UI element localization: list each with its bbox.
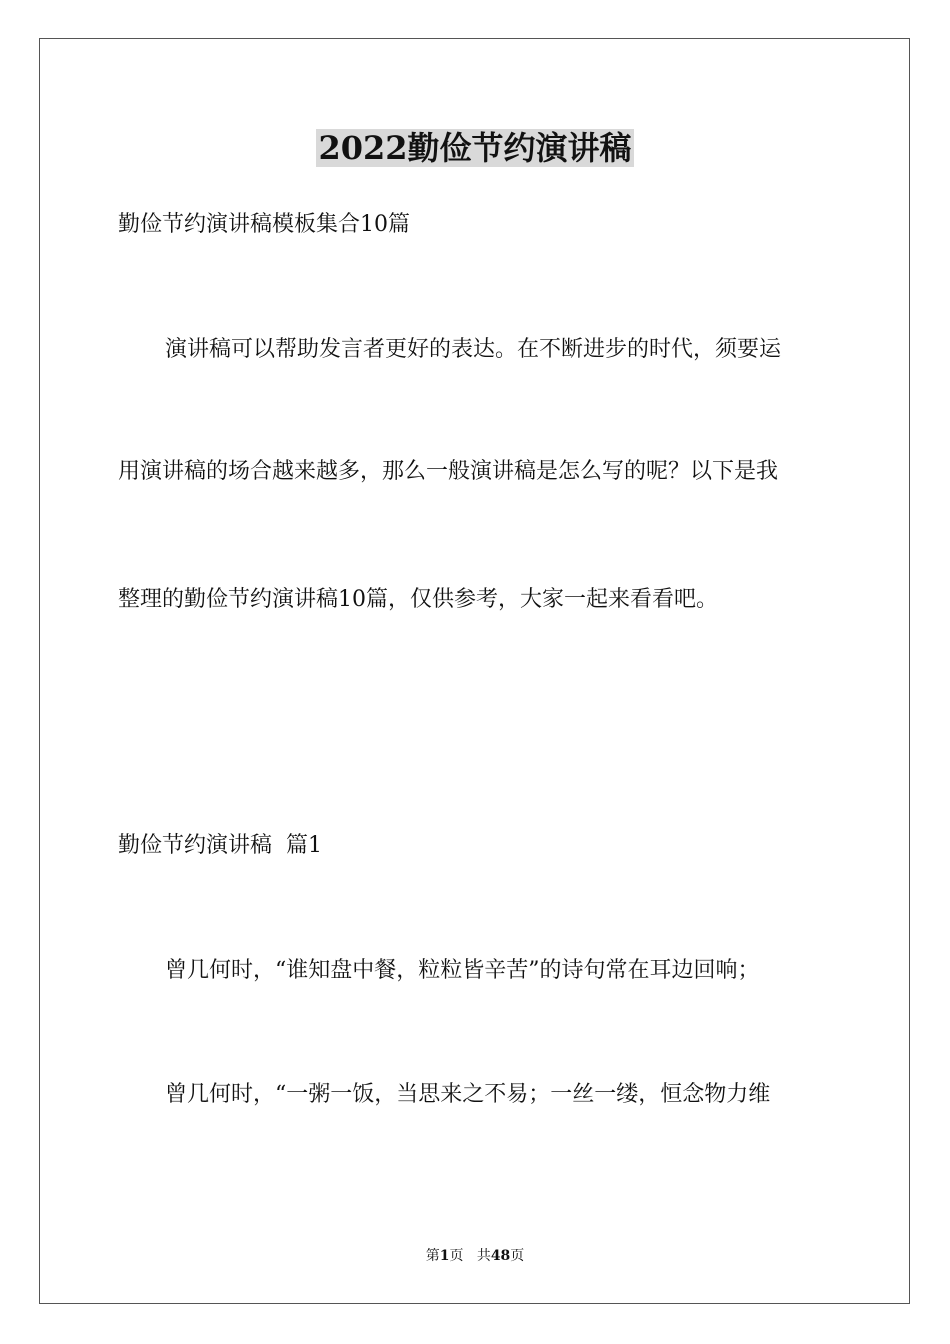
intro-line-3: 整理的勤俭节约演讲稿10篇，仅供参考，大家一起来看看吧。 — [118, 587, 718, 612]
document-title — [0, 126, 950, 170]
footer-page-suffix: 页 — [449, 1248, 464, 1264]
footer-total-suffix: 页 — [510, 1248, 525, 1264]
intro-line-2: 用演讲稿的场合越来越多，那么一般演讲稿是怎么写的呢？以下是我 — [118, 459, 779, 484]
section-heading: 勤俭节约演讲稿 篇1 — [118, 833, 322, 858]
footer-page-prefix: 第 — [425, 1248, 440, 1264]
footer-total-pages: 48 — [490, 1248, 511, 1264]
section-line-1: 曾几何时，“谁知盘中餐，粒粒皆辛苦”的诗句常在耳边回响； — [165, 958, 760, 983]
section-line-2: 曾几何时，“一粥一饭，当思来之不易；一丝一缕，恒念物力维 — [165, 1082, 771, 1107]
page-footer — [0, 1247, 950, 1265]
intro-line-1: 演讲稿可以帮助发言者更好的表达。在不断进步的时代，须要运 — [165, 337, 782, 362]
document-title-text: 2022勤俭节约演讲稿 — [318, 129, 632, 167]
document-subtitle: 勤俭节约演讲稿模板集合10篇 — [118, 212, 410, 237]
footer-page-number: 1 — [439, 1248, 450, 1264]
footer-total-prefix: 共 — [476, 1248, 491, 1264]
